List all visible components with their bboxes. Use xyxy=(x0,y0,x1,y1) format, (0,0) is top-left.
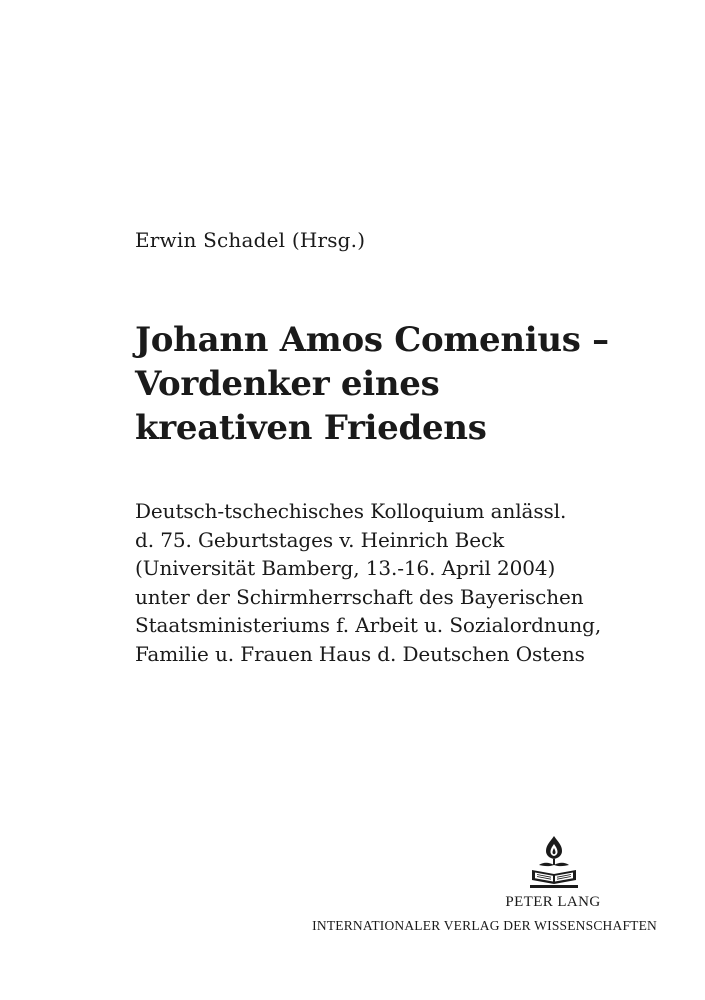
publisher-tagline: INTERNATIONALER VERLAG DER WISSENSCHAFTEN xyxy=(312,918,657,933)
subtitle-line: unter der Schirmherrschaft des Bayerischen xyxy=(135,584,584,609)
subtitle-line: Familie u. Frauen Haus d. Deutschen Ostens xyxy=(135,641,585,666)
peter-lang-flame-book-icon xyxy=(528,834,580,890)
subtitle-line: d. 75. Geburtstages v. Heinrich Beck xyxy=(135,527,505,552)
book-subtitle xyxy=(135,497,601,668)
editor-name: Erwin Schadel (Hrsg.) xyxy=(135,228,366,252)
subtitle-line: Deutsch-tschechisches Kolloquium anlässl. xyxy=(135,499,567,523)
title-line: Vordenker eines xyxy=(135,364,440,404)
title-line: Johann Amos Comenius – xyxy=(135,320,609,360)
title-line: kreativen Friedens xyxy=(135,408,487,448)
book-title xyxy=(135,318,609,450)
publisher-name: PETER LANG xyxy=(505,894,601,910)
subtitle-line: Staatsministeriums f. Arbeit u. Sozialordnung, xyxy=(135,613,602,637)
subtitle-line: (Universität Bamberg, 13.-16. April 2004) xyxy=(135,556,556,580)
